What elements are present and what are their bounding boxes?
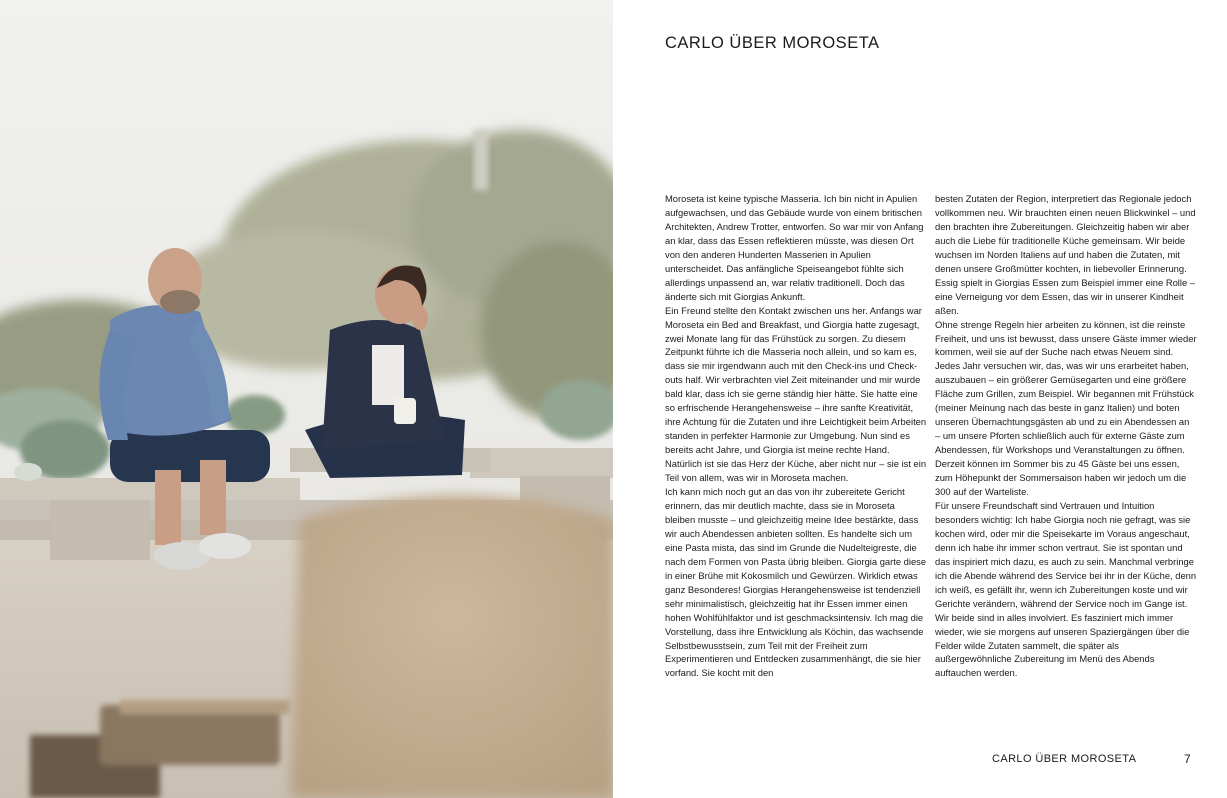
page-title: CARLO ÜBER MOROSETA: [665, 34, 880, 52]
text-column-right: [935, 192, 1197, 680]
paragraph: Ohne strenge Regeln hier arbeiten zu können, ist die reinste Freiheit, und uns ist bewusst, dass unsere Gäste immer wieder kommen, weil sie auf der Suche nach etwas Neuem sind. Jedes Jahr versuchen wir, das, was wir uns erarbeitet haben, auszubauen – ein größerer Gemüsegarten und eine größere Fläche zum Grillen, zum Beispiel. Wir begannen mit Frühstück (meiner Meinung nach das beste in ganz Italien) und boten unseren Übernachtungsgästen ab und zu ein Abendessen an – um unsere Pforten schließlich auch für externe Gäste zum Abendessen, für Workshops und Veranstaltungen zu öffnen. Derzeit können im Sommer bis zu 45 Gäste bei uns essen, zum Höhepunkt der Sommersaison haben wir jedoch um die 300 auf der Warteliste.: [935, 318, 1197, 498]
paragraph: Ich kann mich noch gut an das von ihr zubereitete Gericht erinnern, das mir deutlich machte, dass sie in Moroseta bleiben musste – und gleichzeitig meine Idee bestärkte, dass wir auch Abendessen anbieten sollten. Es handelte sich um eine Pasta mista, das sind im Grunde die Nudelteigreste, die nach dem Formen von Pasta übrig bleiben. Giorgia garte diese in einer Brühe mit Kokosmilch und Gewürzen. Wirklich etwas ganz Besonderes! Giorgias Herangehensweise ist tendenziell sehr minimalistisch, gleichzeitig hat ihr Essen immer einen hohen Wohlfühlfaktor und ist geschmacksintensiv. Ich mag die Vorstellung, dass ihre Entwicklung als Köchin, das wachsende Selbstbewusstsein, zum Teil mit der Freiheit zum Experimentieren und Entdecken zusammenhängt, die sie hier vorfand. Sie kocht mit den: [665, 486, 927, 679]
photo-carlo-giorgia: [0, 0, 613, 798]
page-number: 7: [1184, 752, 1191, 766]
paragraph: Ein Freund stellte den Kontakt zwischen uns her. Anfangs war Moroseta ein Bed and Breakfast, und Giorgia hatte zugesagt, zwei Monate lang für das Frühstück zu sorgen. Zu diesem Zeitpunkt führte ich die Masseria noch allein, und so kam es, dass sie mir irgendwann auch mit den Check-ins und Check-outs half. Wir verbrachten viel Zeit miteinander und mir wurde bald klar, dass ich sie gerne ständig hier hätte. Sie hatte eine so erfrischende Herangehensweise – ihre sanfte Kreativität, ihre Achtung für die Zutaten und ihre Leichtigkeit beim Arbeiten standen in perfekter Harmonie zur Umgebung. Nun sind es bereits acht Jahre, und Giorgia ist meine rechte Hand. Natürlich ist sie das Herz der Küche, aber nicht nur – sie ist ein Teil von allem, was wir in Moroseta machen.: [665, 304, 927, 484]
paragraph: besten Zutaten der Region, interpretiert das Regionale jedoch vollkommen neu. Wir brauchten einen neuen Blickwinkel – und den brachten ihre Zubereitungen. Gleichzeitig haben wir aber auch die Liebe für traditionelle Küche gemeinsam. Wir beide wuchsen im Norden Italiens auf und haben die Zutaten, mit denen unsere Großmütter kochten, in liebevoller Erinnerung. Essig spielt in Giorgias Essen zum Beispiel immer eine Rolle – eine Verneigung vor dem Essen, das wir in unserer Kindheit aßen.: [935, 193, 1196, 316]
text-column-left: [665, 192, 927, 680]
paragraph: Für unsere Freundschaft sind Vertrauen und Intuition besonders wichtig: Ich habe Giorgia noch nie gefragt, was sie kochen wird, oder mir die Speisekarte im Voraus angeschaut, denn ich habe ihr immer schon vertraut. Sie ist spontan und das inspiriert mich dazu, es auch zu sein. Manchmal verbringe ich die Abende während des Service bei ihr in der Küche, denn ich weiß, es gefällt ihr, wenn ich Zubereitungen koste und wir Gerichte verändern, während der Service noch im Gange ist. Wir beide sind in alles involviert. Es fasziniert mich immer wieder, wie sie morgens auf unseren Spaziergängen über die Felder wilde Zutaten sammelt, die später als außergewöhnliche Zubereitung im Menü des Abends auftauchen werden.: [935, 499, 1197, 679]
photo-icon: [0, 0, 613, 798]
text-page: [613, 0, 1227, 798]
paragraph: Moroseta ist keine typische Masseria. Ich bin nicht in Apulien aufgewachsen, und das Gebäude wurde von einem britischen Architekten, Andrew Trotter, entworfen. So war mir von Anfang an klar, dass das Essen reflektieren müsste, was diesen Ort von den anderen Hunderten Masserien in Apulien unterscheidet. Das anfängliche Speiseangebot fühlte sich allerdings unpassend an, war relativ traditionell. Doch das änderte sich mit Giorgias Ankunft.: [665, 193, 924, 302]
running-title: CARLO ÜBER MOROSETA: [992, 753, 1137, 765]
